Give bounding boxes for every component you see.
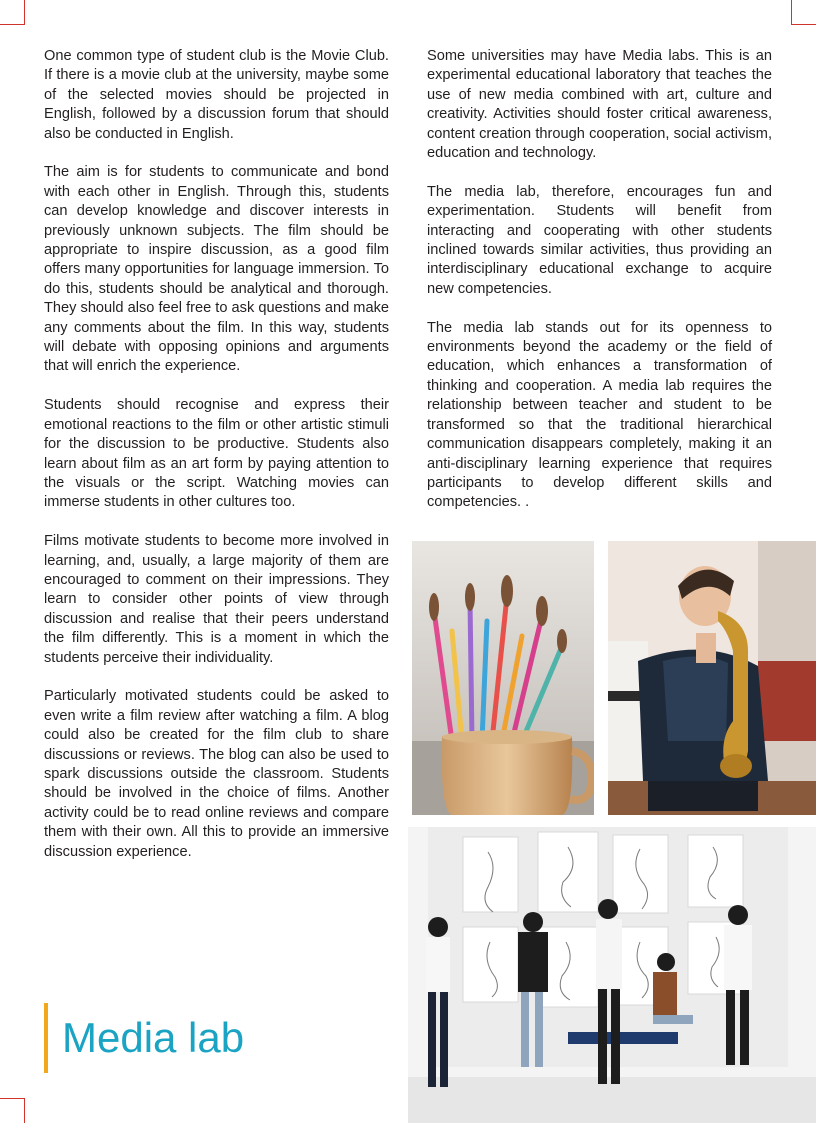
media-lab-paragraph-3: The media lab stands out for its openness to environments beyond the academy or the field of education, which enhances a transformation of thinking and cooperation. A media lab requires the relationship between teacher and student to be transformed so that the traditional hierarchical communication disappears completely, making it an anti-disciplinary learning experience that requires participants to develop different skills and competencies. . — [427, 319, 772, 511]
movie-club-paragraph-4: Films motivate students to become more involved in learning, and, usually, a large majority of them are encouraged to comment on their impressions. They learn to consider other points of view through discussion and realise that their peers understand the film differently. This is a moment in which the students perceive their individuality. — [44, 533, 389, 666]
media-lab-paragraph-2: The media lab, therefore, encourages fun and experimentation. Students will benefit from interacting and cooperating with other students inclined towards similar activities, thus providing an interdisciplinary educational exchange to acquire new competencies. — [427, 183, 772, 297]
saxophone-player-photo — [608, 541, 816, 815]
paintbrushes-photo — [412, 541, 594, 815]
media-lab-paragraph-1: Some universities may have Media labs. This is an experimental educational laboratory that teaches the use of new media combined with art, culture and creativity. Activities should foster critical awareness, content creation through cooperation, social activism, education and technology. — [427, 48, 772, 162]
art-gallery-photo — [408, 827, 816, 1123]
crop-mark-top-right — [791, 0, 816, 25]
movie-club-paragraph-2: The aim is for students to communicate and bond with each other in English. Through this, students can develop knowledge and discover interests in previously unknown subjects. The film should be appropriate to inspire discussion, as a good film offers many opportunities for language immersion. To do this, students should be analytical and thorough. They should also feel free to ask questions and make any comments about the film. In this way, students will debate with opposing opinions and arguments that will enrich the experience. — [44, 164, 389, 375]
section-heading-media-lab: Media lab — [44, 1003, 244, 1073]
movie-club-paragraph-3: Students should recognise and express their emotional reactions to the film or other artistic stimuli for the discussion to be productive. Students also learn about film as an art form by paying attention to the visuals or the script. Watching movies can immerse students in other cultures too. — [44, 397, 389, 511]
movie-club-paragraph-5: Particularly motivated students could be asked to even write a film review after watching a film. A blog could also be created for the film club to share discussions or reviews. The blog can also be used to spark discussions outside the classroom. Students should be involved in the choice of films. Another activity could be to read online reviews and compare them with their own. All this to provide an immersive discussion experience. — [44, 688, 389, 860]
movie-club-paragraph-1: One common type of student club is the Movie Club. If there is a movie club at the university, maybe some of the selected movies should be projected in English, followed by a discussion forum that should also be conducted in English. — [44, 48, 389, 142]
left-text-column — [44, 47, 389, 881]
right-text-column — [427, 47, 772, 532]
crop-mark-top-left — [0, 0, 25, 25]
crop-mark-bottom-left — [0, 1098, 25, 1123]
